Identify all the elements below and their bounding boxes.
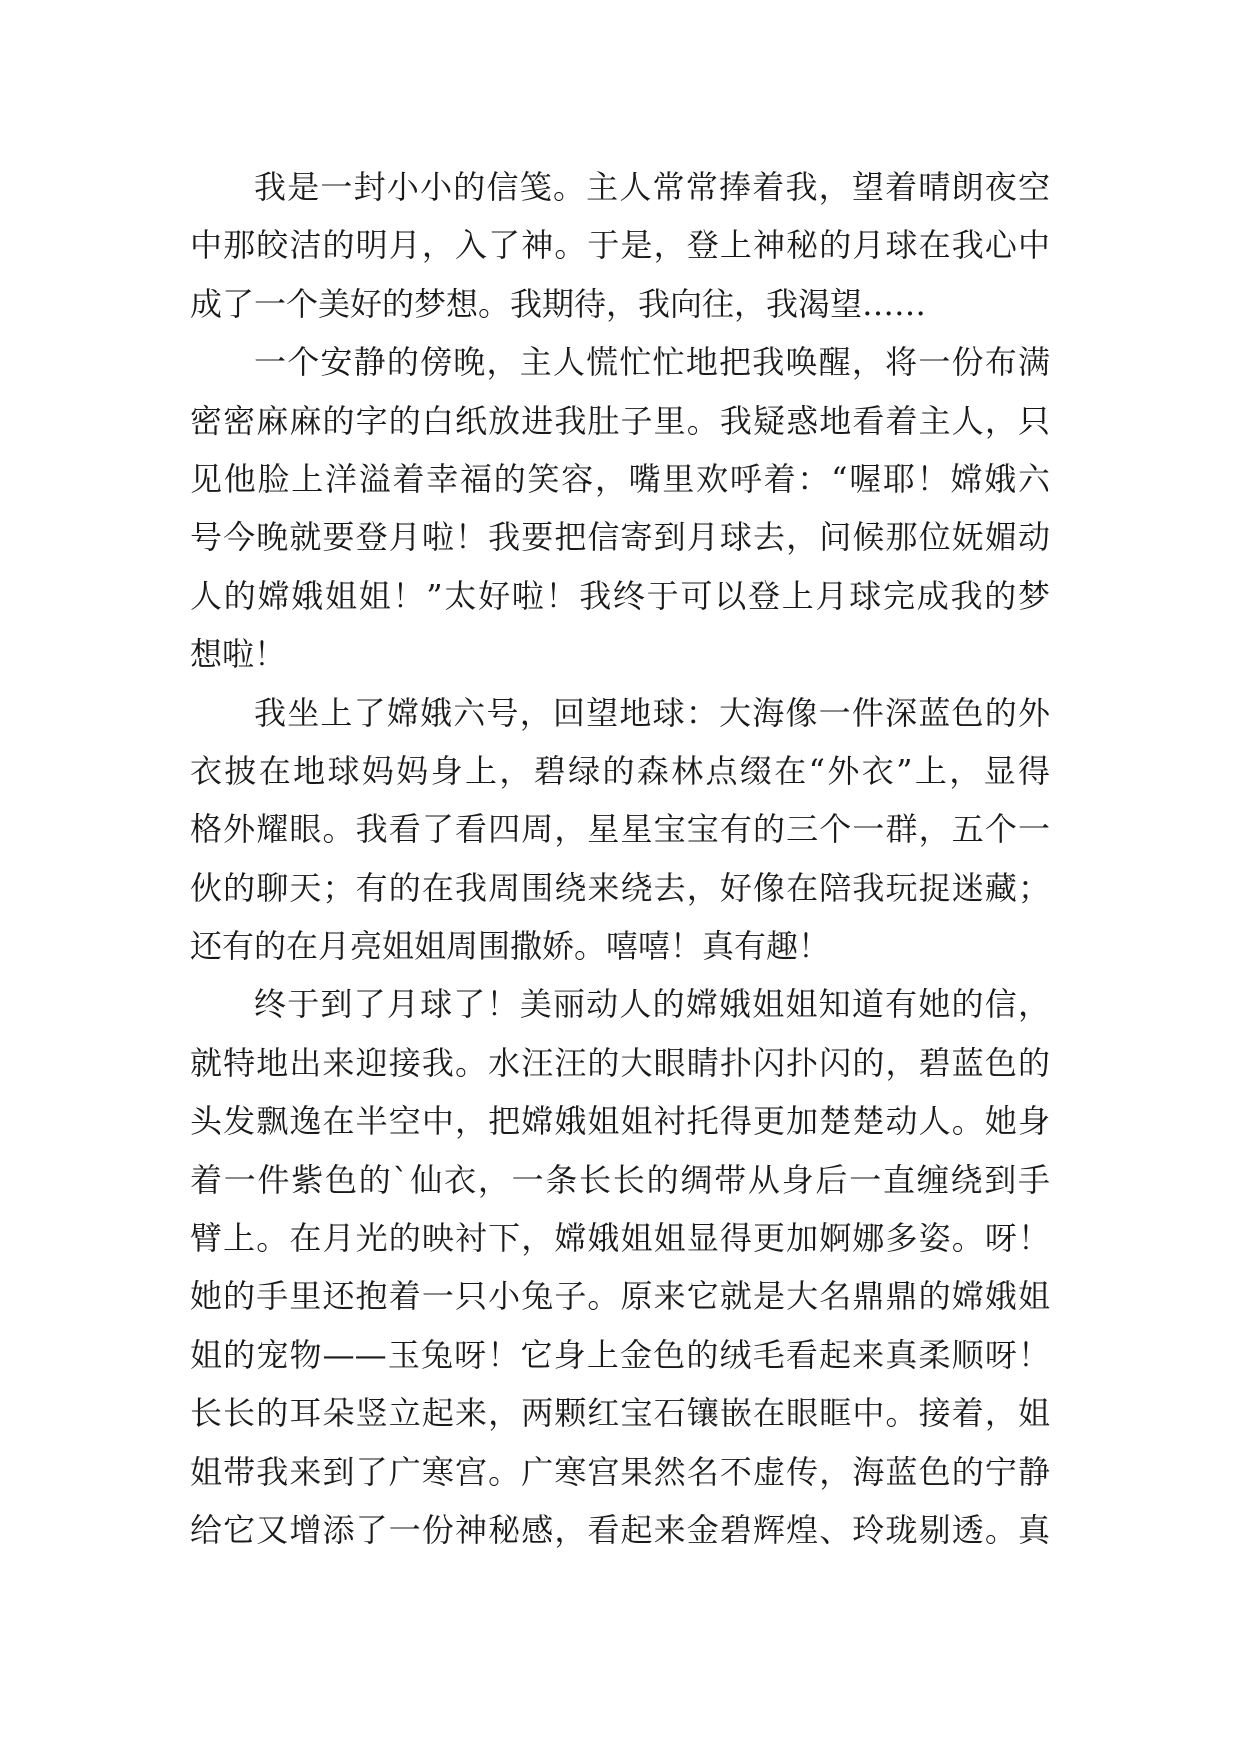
paragraph-3-line-5: 还有的在月亮姐姐周围撒娇。嘻嘻！真有趣！ xyxy=(190,927,831,966)
paragraph-4-line-6: 她的手里还抱着一只小兔子。原来它就是大名鼎鼎的嫦娥姐 xyxy=(190,1277,1050,1316)
paragraph-3-line-2: 衣披在地球妈妈身上，碧绿的森林点缀在“外衣”上，显得 xyxy=(190,751,1050,790)
paragraph-1-line-1: 我是一封小小的信笺。主人常常捧着我，望着晴朗夜空 xyxy=(254,168,1050,206)
paragraph-4-line-5: 臂上。在月光的映衬下，嫦娥姐姐显得更加婀娜多姿。呀！ xyxy=(190,1219,1050,1258)
paragraph-2-line-2: 密密麻麻的字的白纸放进我肚子里。我疑惑地看着主人，只 xyxy=(190,401,1050,440)
paragraph-1-line-2: 中那皎洁的明月，入了神。于是，登上神秘的月球在我心中 xyxy=(190,226,1050,265)
paragraph-4-line-8: 长长的耳朵竖立起来，两颗红宝石镶嵌在眼眶中。接着，姐 xyxy=(190,1394,1050,1433)
paragraph-2-line-4: 号今晚就要登月啦！我要把信寄到月球去，问候那位妩媚动 xyxy=(190,518,1050,557)
paragraph-3-line-4: 伙的聊天；有的在我周围绕来绕去，好像在陪我玩捉迷藏； xyxy=(190,868,1050,907)
paragraph-2-line-1: 一个安静的傍晚，主人慌忙忙地把我唤醒，将一份布满 xyxy=(254,343,1050,382)
paragraph-4-line-1: 终于到了月球了！美丽动人的嫦娥姐姐知道有她的信， xyxy=(254,985,1050,1024)
paragraph-4-line-2: 就特地出来迎接我。水汪汪的大眼睛扑闪扑闪的，碧蓝色的 xyxy=(190,1043,1050,1082)
paragraph-3-line-3: 格外耀眼。我看了看四周，星星宝宝有的三个一群，五个一 xyxy=(190,810,1050,849)
document-body xyxy=(190,158,1050,1559)
paragraph-4-line-9: 姐带我来到了广寒宫。广寒宫果然名不虚传，海蓝色的宁静 xyxy=(190,1452,1050,1491)
paragraph-4-line-3: 头发飘逸在半空中，把嫦娥姐姐衬托得更加楚楚动人。她身 xyxy=(190,1102,1050,1141)
paragraph-1-line-3: 成了一个美好的梦想。我期待，我向往，我渴望…… xyxy=(190,284,927,323)
paragraph-2-line-5: 人的嫦娥姐姐！”太好啦！我终于可以登上月球完成我的梦 xyxy=(190,576,1050,615)
paragraph-3-line-1: 我坐上了嫦娥六号，回望地球：大海像一件深蓝色的外 xyxy=(254,693,1050,732)
paragraph-4-line-10: 给它又增添了一份神秘感，看起来金碧辉煌、玲珑剔透。真 xyxy=(190,1510,1050,1549)
paragraph-4-line-4: 着一件紫色的`仙衣，一条长长的绸带从身后一直缠绕到手 xyxy=(190,1160,1050,1199)
paragraph-2-line-6: 想啦！ xyxy=(190,635,287,674)
paragraph-4-line-7: 姐的宠物——玉兔呀！它身上金色的绒毛看起来真柔顺呀！ xyxy=(190,1335,1050,1374)
paragraph-2-line-3: 见他脸上洋溢着幸福的笑容，嘴里欢呼着：“喔耶！嫦娥六 xyxy=(190,459,1050,498)
